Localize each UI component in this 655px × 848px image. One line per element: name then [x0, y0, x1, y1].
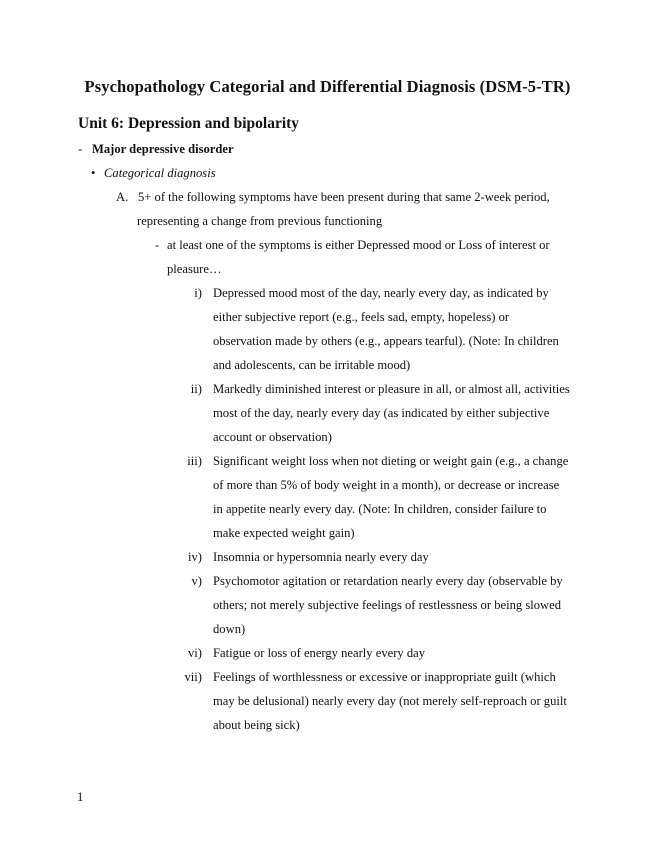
symptom-text-line: Psychomotor agitation or retardation nearly every day (observable by: [213, 574, 563, 588]
criterion-line: 5+ of the following symptoms have been present during that same 2-week period,: [138, 190, 550, 204]
symptom-text-line: make expected weight gain): [213, 526, 355, 540]
unit-heading: Unit 6: Depression and bipolarity: [78, 115, 300, 132]
symptom-numeral: ii): [190, 382, 202, 396]
symptom-text-line: Markedly diminished interest or pleasure in all, or almost all, activities: [213, 382, 570, 396]
note-line: pleasure…: [167, 262, 222, 276]
criterion-marker: A.: [116, 190, 129, 204]
symptom-numeral: vi): [188, 646, 202, 660]
section-dash: -: [78, 142, 83, 156]
symptom-numeral: v): [191, 574, 202, 588]
symptom-text-line: Significant weight loss when not dieting or weight gain (e.g., a change: [213, 454, 569, 468]
symptom-numeral: i): [194, 286, 202, 300]
symptom-text-line: account or observation): [213, 430, 332, 444]
symptom-text-line: and adolescents, can be irritable mood): [213, 358, 411, 372]
symptom-text-line: others; not merely subjective feelings of restlessness or being slowed: [213, 598, 561, 612]
symptom-text-line: Feelings of worthlessness or excessive or inappropriate guilt (which: [213, 670, 556, 684]
symptom-text-line: Fatigue or loss of energy nearly every day: [213, 646, 426, 660]
criterion-line: representing a change from previous functioning: [137, 214, 383, 228]
symptom-text-line: observation made by others (e.g., appears tearful). (Note: In children: [213, 334, 559, 348]
symptom-text-line: may be delusional) nearly every day (not merely self-reproach or guilt: [213, 694, 567, 708]
bullet-icon: •: [91, 166, 96, 180]
symptom-text-line: down): [213, 622, 246, 636]
symptom-text-line: of more than 5% of body weight in a month), or decrease or increase: [213, 478, 560, 492]
symptom-text-line: about being sick): [213, 718, 300, 732]
subsection-heading: Categorical diagnosis: [104, 166, 216, 180]
symptom-text-line: in appetite nearly every day. (Note: In children, consider failure to: [213, 502, 547, 516]
note-dash: -: [155, 238, 160, 252]
symptom-numeral: iv): [188, 550, 202, 564]
note-line: at least one of the symptoms is either Depressed mood or Loss of interest or: [167, 238, 550, 252]
symptom-text-line: Depressed mood most of the day, nearly every day, as indicated by: [213, 286, 549, 300]
symptom-numeral: vii): [184, 670, 202, 684]
document-title: Psychopathology Categorial and Differential Diagnosis (DSM-5-TR): [84, 77, 571, 96]
symptom-text-line: either subjective report (e.g., feels sad, empty, hopeless) or: [213, 310, 510, 324]
symptom-numeral: iii): [187, 454, 202, 468]
symptom-text-line: Insomnia or hypersomnia nearly every day: [213, 550, 429, 564]
page-number: 1: [77, 790, 84, 804]
section-heading: Major depressive disorder: [92, 142, 234, 156]
symptom-text-line: most of the day, nearly every day (as indicated by either subjective: [213, 406, 550, 420]
